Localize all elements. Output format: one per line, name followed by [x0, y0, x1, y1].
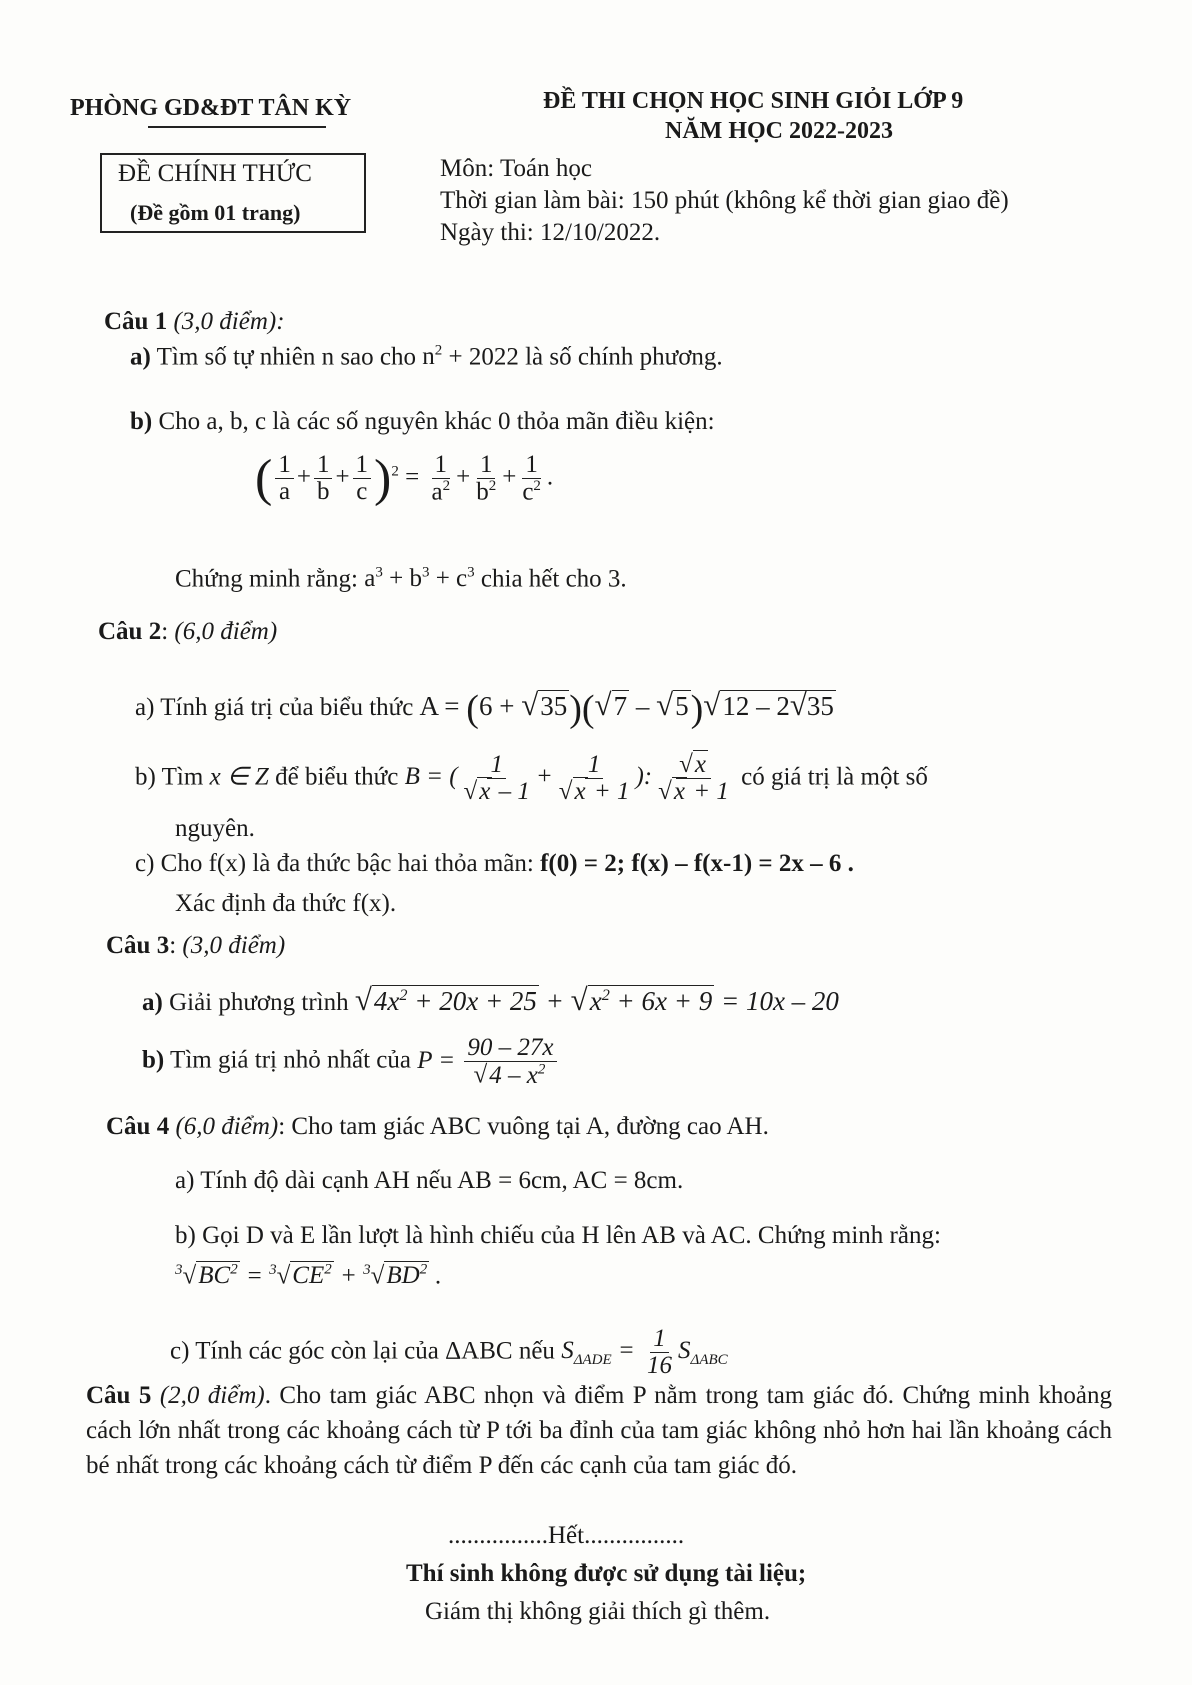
- q2c-label: c): [135, 850, 155, 877]
- q5-paragraph: [86, 1378, 1112, 1483]
- q4c: [170, 1326, 728, 1380]
- official-label: ĐỀ CHÍNH THỨC: [118, 160, 312, 187]
- q3-heading: Câu 3: (3,0 điểm): [106, 932, 286, 959]
- exam-title: ĐỀ THI CHỌN HỌC SINH GIỎI LỚP 9: [543, 88, 964, 114]
- q1-points: (3,0 điểm):: [173, 308, 285, 335]
- q2b-mid: để biểu thức: [275, 763, 399, 791]
- q2c-text: Cho f(x) là đa thức bậc hai thỏa mãn:: [160, 850, 534, 877]
- q3a-label: a): [142, 989, 163, 1016]
- exam-date: Ngày thi: 12/10/2022.: [440, 219, 661, 246]
- q1b-equation: ( $\frac{1}{a}$ + $\frac{1}{b}$ + $\frac{1}{c}$ )$^2$ = $\frac{1}{a^2}$ + $\frac{1}{b^2}$ + $\frac{1}{c^2}$ .: [255, 449, 554, 507]
- q5-points: (2,0 điểm): [159, 1382, 265, 1409]
- q3-title: Câu 3: [106, 932, 170, 959]
- department-underline: [148, 126, 326, 128]
- q4c-text: c) Tính các góc còn lại của ΔABC nếu: [170, 1337, 555, 1365]
- q1b-text: Cho a, b, c là các số nguyên khác 0 thỏa mãn điều kiện:: [158, 408, 715, 435]
- q1b: [130, 408, 715, 436]
- q2a-text: Tính giá trị của biểu thức: [160, 694, 414, 721]
- q1b-prove: [175, 565, 627, 593]
- q1-title: Câu 1: [104, 308, 168, 335]
- q2b-cont: nguyên.: [175, 815, 255, 842]
- q1a-label: a): [130, 343, 151, 371]
- q2b: [135, 752, 1110, 806]
- end-mark: ................Hết................: [448, 1522, 685, 1549]
- q4b-text: b) Gọi D và E lần lượt là hình chiếu của H lên AB và AC. Chứng minh rằng:: [175, 1222, 941, 1249]
- q2c: [135, 850, 854, 878]
- q1b-prove-tail: chia hết cho 3.: [480, 565, 627, 593]
- q2b-tail: có giá trị là một số: [741, 763, 928, 791]
- q1a: [130, 343, 723, 371]
- q1a-expr: $n^2$: [422, 343, 443, 371]
- q4a-text: a) Tính độ dài cạnh AH nếu AB = 6cm, AC = 8cm.: [175, 1167, 684, 1194]
- q2b-set: x ∈ Z: [209, 763, 269, 791]
- q3a: [142, 982, 839, 1018]
- q3b-text: Tìm giá trị nhỏ nhất của: [170, 1046, 411, 1074]
- q4c-expr: $S_{\Delta ADE}$ = $\frac{1}{16}$ $S_{\Delta ABC}$: [561, 1325, 728, 1380]
- q4-heading: Câu 4 (6,0 điểm): Cho tam giác ABC vuông tại A, đường cao AH.: [106, 1113, 769, 1140]
- q3b: [142, 1035, 560, 1089]
- duration: Thời gian làm bài: 150 phút (không kể thời gian giao đề): [440, 187, 1009, 214]
- footer-note-1: Thí sinh không được sử dụng tài liệu;: [406, 1560, 807, 1587]
- q2-points: (6,0 điểm): [174, 618, 278, 645]
- q2c-expr: f(0) = 2; f(x) – f(x-1) = 2x – 6 .: [540, 850, 854, 877]
- q1b-prove-expr: $a^3 + b^3 + c^3$: [364, 565, 475, 593]
- q2b-text: Tìm: [161, 763, 204, 791]
- q4-points: (6,0 điểm): [175, 1113, 279, 1140]
- q2a: [135, 687, 836, 728]
- q2-title: Câu 2: [98, 618, 162, 645]
- q5-text: . Cho tam giác ABC nhọn và điểm P nằm trong tam giác đó. Chứng minh khoảng cách lớn nhất trong các khoảng cách từ P tới ba đỉnh của tam giác không nhỏ hơn hai lần khoảng cách bé nhất trong các khoảng cách từ điểm P đến các cạnh của tam giác đó.: [86, 1382, 1112, 1479]
- q4-intro: Cho tam giác ABC vuông tại A, đường cao AH.: [291, 1113, 769, 1140]
- pages-note: (Đề gồm 01 trang): [130, 200, 301, 225]
- q1a-text: Tìm số tự nhiên n sao cho: [156, 343, 416, 371]
- q5-title: Câu 5: [86, 1382, 152, 1409]
- department-name: PHÒNG GD&ĐT TÂN KỲ: [70, 95, 352, 121]
- q4-title: Câu 4: [106, 1113, 170, 1140]
- q2b-label: b): [135, 763, 156, 791]
- q4b-expr: $^3√BC^2 = ^3√CE^2 + ^3√BD^2$ .: [175, 1262, 442, 1290]
- q3a-text: Giải phương trình: [169, 989, 349, 1016]
- q3b-expr: P = $\frac{90 - 27x}{√4 - x^2}$: [417, 1047, 559, 1074]
- q2b-expr: B = ( $\frac{1}{√x - 1}$ + $\frac{1}{√x + 1}$ ): $\frac{√x}{√x + 1}$: [404, 751, 729, 806]
- q1b-prove-text: Chứng minh rằng:: [175, 565, 358, 593]
- q3b-label: b): [142, 1046, 165, 1074]
- q1b-label: b): [130, 408, 153, 435]
- footer-note-2: Giám thị không giải thích gì thêm.: [425, 1598, 771, 1625]
- q3-points: (3,0 điểm): [182, 932, 286, 959]
- q2-heading: Câu 2: (6,0 điểm): [98, 618, 278, 645]
- subject: Môn: Toán học: [440, 155, 592, 182]
- q2a-label: a): [135, 694, 155, 721]
- school-year: NĂM HỌC 2022-2023: [665, 118, 893, 144]
- q3a-expr: $√4x^2 + 20x + 25 + √x^2 + 6x + 9 = 10x - 20$: [354, 982, 839, 1017]
- q2c-cont: Xác định đa thức f(x).: [175, 890, 397, 917]
- q1-heading: [104, 308, 285, 336]
- q1a-tail: + 2022 là số chính phương.: [448, 343, 723, 371]
- q2a-expr: A = (6 + √35)(√7 – √5)√12 – 2√35: [419, 687, 834, 730]
